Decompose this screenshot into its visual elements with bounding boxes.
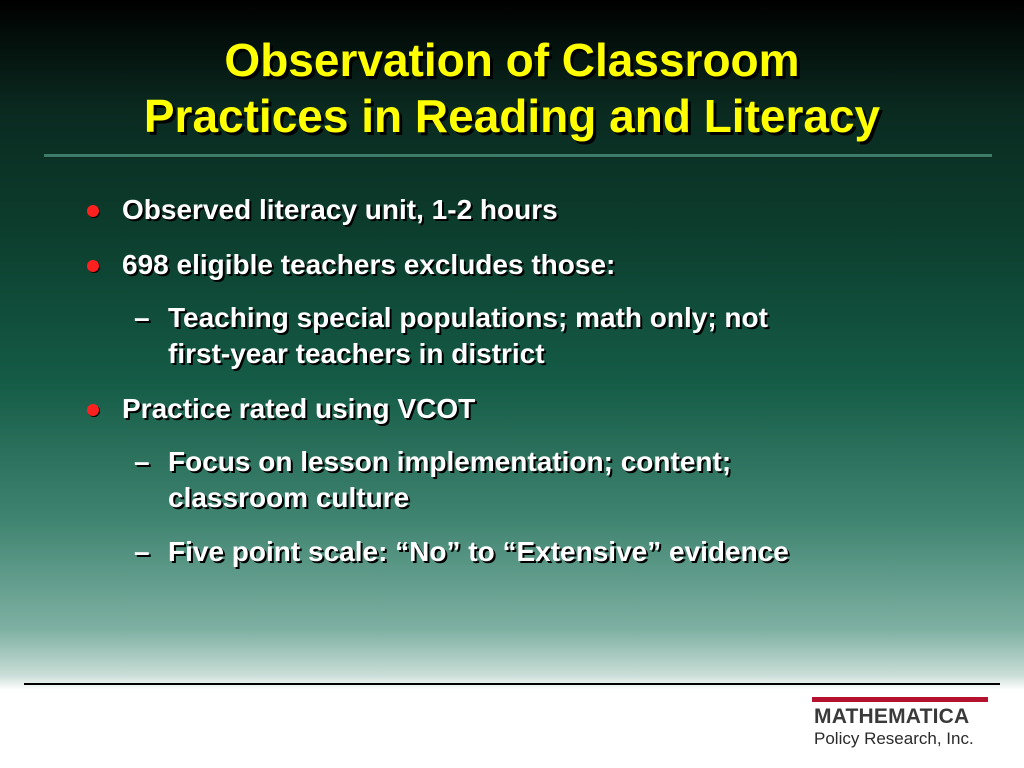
sub-bullet-dash-icon: –	[134, 302, 150, 333]
sub-bullet-item-3a	[168, 444, 958, 516]
sub-bullet-dash-icon: –	[134, 536, 150, 567]
sub-bullet-item-3a-line-2: classroom culture	[168, 482, 410, 513]
sub-bullet-dash-icon: –	[134, 446, 150, 477]
bullet-dot-icon	[87, 260, 99, 272]
footer-divider	[24, 683, 1000, 685]
bullet-item-1: Observed literacy unit, 1-2 hours	[122, 194, 558, 225]
bullet-dot-icon	[87, 404, 99, 416]
sub-bullet-item-2a-line-2: first-year teachers in district	[168, 338, 545, 369]
logo-tagline: Policy Research, Inc.	[814, 729, 974, 748]
sub-bullet-item-2a-line-1: Teaching special populations; math only; not	[168, 302, 768, 333]
logo-accent-bar	[812, 697, 988, 702]
logo-wordmark: MATHEMATICA	[814, 705, 970, 728]
slide-title-line-1: Observation of Classroom	[224, 34, 800, 86]
mathematica-logo	[812, 697, 990, 757]
slide-title-line-2: Practices in Reading and Literacy	[143, 90, 881, 142]
sub-bullet-item-3b: Five point scale: “No” to “Extensive” evidence	[168, 536, 789, 567]
sub-bullet-item-3a-line-1: Focus on lesson implementation; content;	[168, 446, 732, 477]
bullet-dot-icon	[87, 205, 99, 217]
sub-bullet-item-2a	[168, 300, 958, 372]
bullet-item-3: Practice rated using VCOT	[122, 393, 476, 424]
bullet-item-2: 698 eligible teachers excludes those:	[122, 249, 616, 280]
